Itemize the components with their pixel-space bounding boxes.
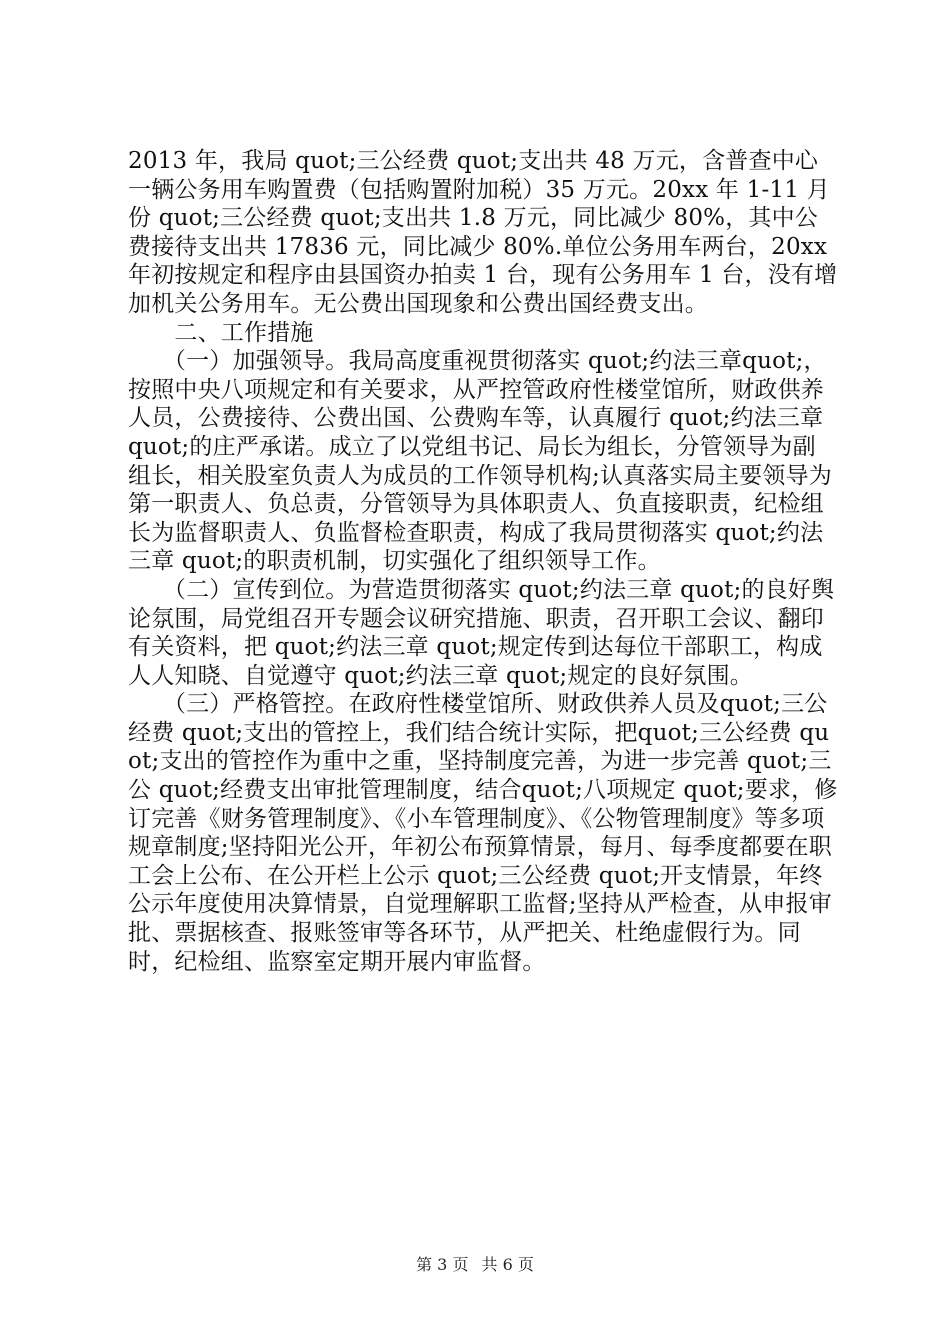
page-total: 共 6 页	[481, 1255, 534, 1274]
paragraph-expenditure-summary: 2013 年，我局 quot;三公经费 quot;支出共 48 万元，含普查中心一辆公务用车购置费（包括购置附加税）35 万元。20xx 年 1-11 月份 quot;三公经费 quot;支出共 1.8 万元，同比减少 80%，其中公费接待支出共 17836 元，同比减少 80%.单位公务用车两台，20xx 年初按规定和程序由县国资办拍卖 1 台，现有公务用车 1 台，没有增加机关公务用车。无公费出国现象和公费出国经费支出。	[128, 148, 838, 317]
paragraph-strict-control: （三）严格管控。在政府性楼堂馆所、财政供养人员及quot;三公经费 quot;支出的管控上，我们结合统计实际，把quot;三公经费 quot;支出的管控作为重中之重，坚持制度完善，为进一步完善 quot;三公 quot;经费支出审批管理制度，结合quot;八项规定 quot;要求，修订完善《财务管理制度》、《小车管理制度》、《公物管理制度》等多项规章制度;坚持阳光公开，年初公布预算情景，每月、每季度都要在职工会上公布、在公开栏上公示 quot;三公经费 quot;开支情景，年终公示年度使用决算情景，自觉理解职工监督;坚持从严检查，从申报审批、票据核查、报账签审等各环节，从严把关、杜绝虚假行为。同时，纪检组、监察室定期开展内审监督。	[128, 691, 838, 975]
paragraph-strengthen-leadership: （一）加强领导。我局高度重视贯彻落实 quot;约法三章quot;，按照中央八项规定和有关要求，从严控管政府性楼堂馆所，财政供养人员，公费接待、公费出国、公费购车等，认真履行 quot;约法三章 quot;的庄严承诺。成立了以党组书记、局长为组长，分管领导为副组长，相关股室负责人为成员的工作领导机构;认真落实局主要领导为第一职责人、负总责，分管领导为具体职责人、负直接职责，纪检组长为监督职责人、负监督检查职责，构成了我局贯彻落实 quot;约法三章 quot;的职责机制，切实强化了组织领导工作。	[128, 348, 832, 575]
page-number: 第 3 页	[416, 1255, 469, 1274]
document-body	[128, 147, 838, 976]
page-footer	[0, 1255, 950, 1275]
paragraph-publicity: （二）宣传到位。为营造贯彻落实 quot;约法三章 quot;的良好舆论氛围，局党组召开专题会议研究措施、职责，召开职工会议、翻印有关资料，把 quot;约法三章 quot;规定传到达每位干部职工，构成人人知晓、自觉遵守 quot;约法三章 quot;规定的良好氛围。	[128, 576, 835, 689]
section-heading-work-measures: 二、工作措施	[128, 319, 314, 346]
